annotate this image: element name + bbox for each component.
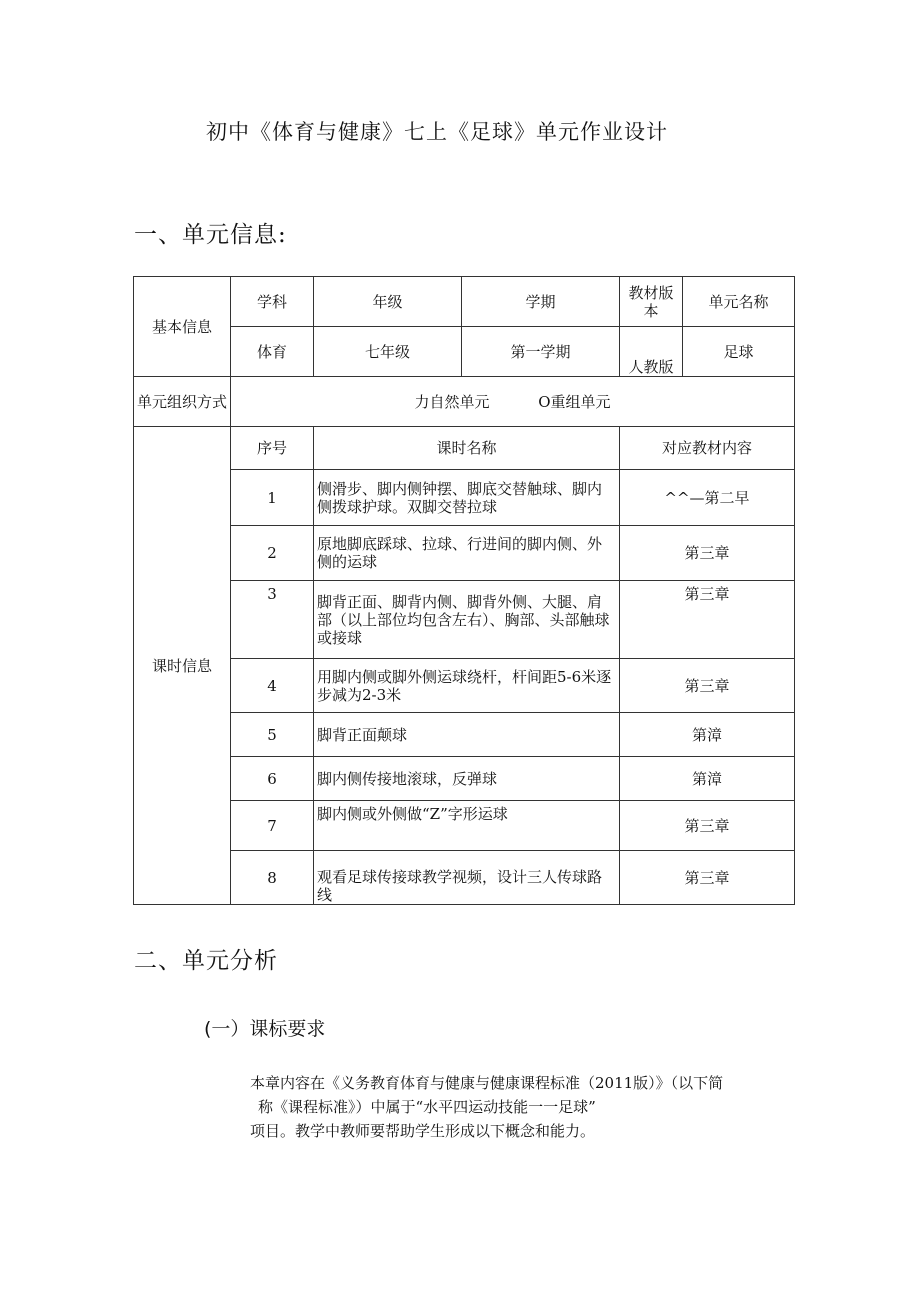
lesson-no: 6 — [231, 757, 314, 801]
section-heading-unit-info: 一、单元信息: — [134, 222, 287, 248]
table-row — [134, 851, 795, 905]
lesson-no: 3 — [231, 581, 314, 659]
lesson-content: 第三章 — [620, 526, 795, 581]
table-row — [134, 801, 795, 851]
lesson-name: 用脚内侧或脚外侧运球绕杆，杆间距5-6米逐步减为2-3米 — [314, 659, 620, 713]
subsection-heading-curriculum: (一）课标要求 — [204, 1018, 326, 1040]
value-unit-name: 足球 — [683, 327, 795, 377]
lesson-name: 侧滑步、脚内侧钟摆、脚底交替触球、脚内侧拨球护球。双脚交替拉球 — [314, 470, 620, 526]
unit-info-table — [133, 276, 795, 905]
lesson-content: 第漳 — [620, 713, 795, 757]
value-subject: 体育 — [231, 327, 314, 377]
lesson-name: 原地脚底踩球、拉球、行进间的脚内侧、外侧的运球 — [314, 526, 620, 581]
org-option-natural[interactable]: 力自然单元 — [414, 392, 490, 411]
lesson-content: ^^—第二早 — [620, 470, 795, 526]
header-textbook-version: 教材版本 — [620, 277, 683, 327]
lesson-no: 4 — [231, 659, 314, 713]
table-row — [134, 581, 795, 659]
header-grade: 年级 — [314, 277, 462, 327]
table-row — [134, 659, 795, 713]
lesson-header-content: 对应教材内容 — [620, 427, 795, 470]
table-row — [134, 470, 795, 526]
lesson-content: 第三章 — [620, 801, 795, 851]
lesson-name: 观看足球传接球教学视频，设计三人传球路线 — [314, 851, 620, 905]
value-semester: 第一学期 — [462, 327, 620, 377]
table-row — [134, 713, 795, 757]
header-semester: 学期 — [462, 277, 620, 327]
header-subject: 学科 — [231, 277, 314, 327]
lesson-no: 8 — [231, 851, 314, 905]
org-options — [231, 377, 795, 427]
org-label: 单元组织方式 — [134, 377, 231, 427]
lesson-no: 2 — [231, 526, 314, 581]
paragraph-line: 称《课程标准》）中属于“水平四运动技能一一足球” — [258, 1098, 596, 1116]
lesson-name: 脚内侧或外侧做“Z”字形运球 — [314, 801, 620, 851]
lesson-name: 脚背正面颠球 — [314, 713, 620, 757]
org-option-regroup[interactable]: O重组单元 — [538, 392, 611, 411]
lesson-name: 脚背正面、脚背内侧、脚背外侧、大腿、肩部（以上部位均包含左右）、胸部、头部触球或接球 — [314, 581, 620, 659]
lesson-name: 脚内侧传接地滚球，反弹球 — [314, 757, 620, 801]
lesson-content: 第漳 — [620, 757, 795, 801]
lesson-content: 第三章 — [620, 851, 795, 905]
lesson-header-name: 课时名称 — [314, 427, 620, 470]
paragraph-line: 本章内容在《义务教育体育与健康与健康课程标准（2011版）》（以下简 — [250, 1074, 724, 1092]
section-heading-unit-analysis: 二、单元分析 — [134, 948, 278, 974]
lesson-content: 第三章 — [620, 581, 795, 659]
document-title: 初中《体育与健康》七上《足球》单元作业设计 — [206, 120, 668, 144]
lesson-no: 1 — [231, 470, 314, 526]
basic-info-label: 基本信息 — [134, 277, 231, 377]
lesson-info-label: 课时信息 — [134, 427, 231, 905]
lesson-no: 7 — [231, 801, 314, 851]
lesson-content: 第三章 — [620, 659, 795, 713]
value-grade: 七年级 — [314, 327, 462, 377]
lesson-header-no: 序号 — [231, 427, 314, 470]
table-row — [134, 526, 795, 581]
paragraph-line: 项目。教学中教师要帮助学生形成以下概念和能力。 — [250, 1122, 596, 1140]
value-textbook-version: 人教版 — [620, 327, 683, 377]
header-unit-name: 单元名称 — [683, 277, 795, 327]
lesson-no: 5 — [231, 713, 314, 757]
table-row — [134, 757, 795, 801]
